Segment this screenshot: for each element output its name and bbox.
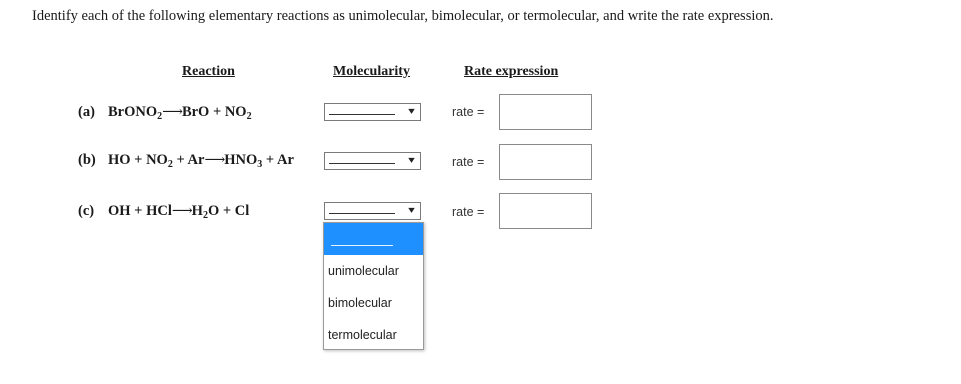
products: BrO + NO [181,104,247,120]
blank-line [329,163,395,164]
rate-expression-input-b[interactable] [499,144,592,180]
blank-line [329,213,395,214]
reaction-label: (a) [78,104,95,120]
option-bimolecular[interactable]: bimolecular [328,296,392,310]
rate-expression-input-a[interactable] [499,94,592,130]
rate-label-c: rate = [452,205,485,219]
products-cont: + Ar [262,152,294,168]
reactants: HO + NO [108,152,168,168]
header-rate-expression: Rate expression [464,64,559,79]
blank-line [329,114,395,115]
molecularity-dropdown-menu [323,222,424,350]
molecularity-select-c[interactable] [324,202,421,220]
subscript: 2 [202,210,208,221]
header-reaction: Reaction [182,64,235,79]
reaction-a [78,104,252,122]
chevron-down-icon: ▾ [408,155,415,166]
option-termolecular[interactable]: termolecular [328,328,397,342]
reactants-cont: + Ar [172,152,205,168]
reaction-arrow: ⟶ [204,152,225,168]
reaction-c [78,203,249,221]
reaction-arrow: ⟶ [171,203,192,219]
blank-line [331,245,393,246]
chevron-down-icon: ▾ [408,106,415,117]
header-molecularity: Molecularity [333,64,410,79]
chevron-down-icon: ▾ [408,205,415,216]
products: H [191,203,203,219]
rate-label-b: rate = [452,155,485,169]
reaction-label: (c) [78,203,95,219]
reaction-arrow: ⟶ [162,104,182,120]
rate-label-a: rate = [452,105,485,119]
subscript: 2 [167,159,173,170]
reaction-b [78,152,294,170]
reactants: BrONO [108,104,158,120]
molecularity-select-a[interactable] [324,103,421,121]
subscript: 3 [257,159,263,170]
subscript: 2 [157,111,163,122]
reactants: OH + HCl [108,203,172,219]
rate-expression-input-c[interactable] [499,193,592,229]
option-unimolecular[interactable]: unimolecular [328,264,399,278]
subscript: 2 [246,111,252,122]
products: HNO [224,152,258,168]
products-cont: O + Cl [207,203,250,219]
molecularity-select-b[interactable] [324,152,421,170]
reaction-label: (b) [78,152,96,168]
option-blank[interactable] [324,223,423,255]
instruction-text: Identify each of the following elementary reactions as unimolecular, bimolecular, or termolecular, and write the rate expression. [32,8,774,24]
